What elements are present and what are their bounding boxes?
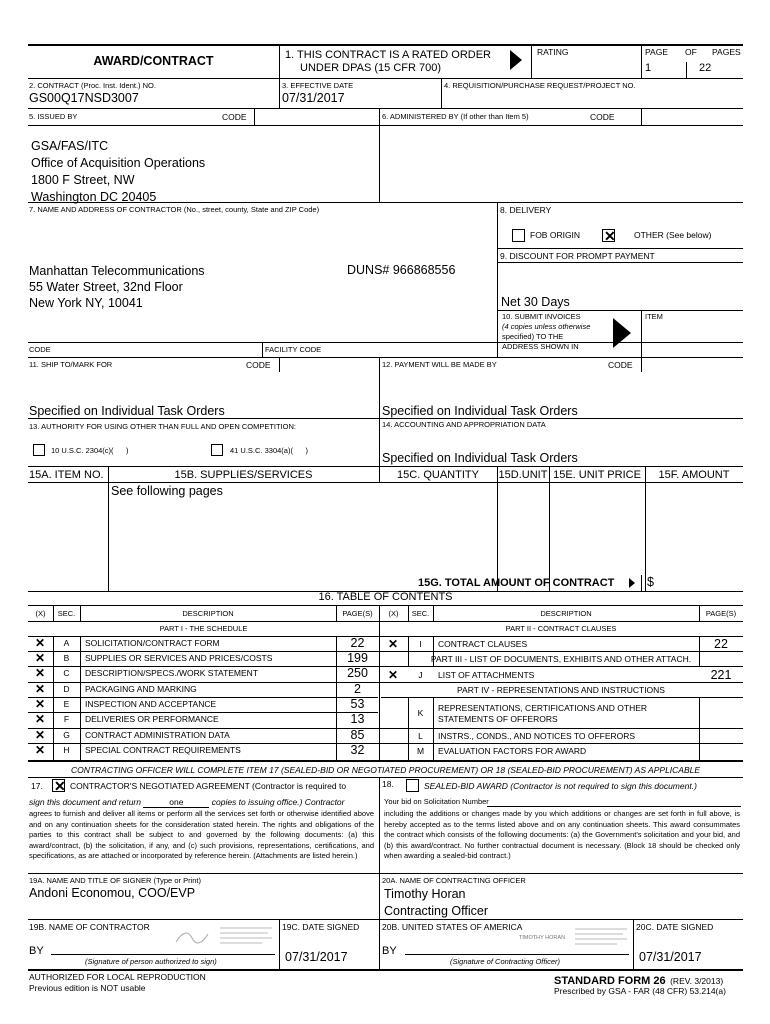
contractor-address: Manhattan Telecommunications 55 Water Street, 32nd Floor New York NY, 10041 [29,264,205,310]
check-x-icon: ✕ [604,228,616,244]
officer-banner: CONTRACTING OFFICER WILL COMPLETE ITEM 17 (SEALED-BID OR NEGOTIATED PROCUREMENT) OR 18 (SEALED-BID PROCUREMENT) AS APPLICABLE [70,765,701,775]
col-item-no: 15A. ITEM NO. [29,469,104,481]
col-supplies: 15B. SUPPLIES/SERVICES [174,469,313,481]
effective-date-value: 07/31/2017 [282,91,345,105]
fob-origin-label: FOB ORIGIN [530,230,581,240]
check-x-icon: ✕ [35,743,46,757]
check-x-icon: ✕ [388,637,399,651]
toc-part2: PART II - CONTRACT CLAUSES [505,624,617,633]
issued-code-label: CODE [222,112,247,122]
copies-value: one [143,797,209,808]
fob-origin-checkbox[interactable] [512,229,525,242]
value-19a: Andoni Economou, COO/EVP [29,886,196,900]
payment-value: Specified on Individual Task Orders [382,404,578,418]
toc-row: ✕ E INSPECTION AND ACCEPTANCE 53 [35,697,365,711]
requisition-label: 4. REQUISITION/PURCHASE REQUEST/PROJECT NO. [444,81,636,90]
page-label: PAGE [645,47,668,57]
item17-line2: sign this document and return one copies to issuing office.) Contractor [29,797,345,807]
administered-by-label: 6. ADMINISTERED BY (If other than Item 5) [382,112,529,121]
date-20c: 07/31/2017 [639,950,702,964]
toc-row: ✕ F DELIVERIES OR PERFORMANCE 13 [35,712,365,726]
toc-title: 16. TABLE OF CONTENTS [318,591,453,603]
toc-row: ✕ D PACKAGING AND MARKING 2 [35,682,361,696]
toc-h-sec-right: SEC. [411,609,430,618]
toc-sec-k: K [417,708,424,718]
facility-code-label: FACILITY CODE [265,345,322,354]
toc-h-pages-right: PAGE(S) [705,609,737,618]
col-amount: 15F. AMOUNT [658,469,730,481]
arrow-right-icon [613,318,631,348]
ship-code-label: CODE [246,360,271,370]
contractor-code-label: CODE [29,345,51,354]
administered-code-label: CODE [590,112,615,122]
toc-row: ✕ G CONTRACT ADMINISTRATION DATA 85 [35,728,365,742]
item1-line2: UNDER DPAS (15 CFR 700) [300,62,441,74]
check-x-icon: ✕ [35,666,46,680]
rating-label: RATING [537,47,569,57]
ship-to-label: 11. SHIP TO/MARK FOR [29,360,113,369]
payment-code-label: CODE [608,360,633,370]
toc-desc-l: INSTRS., CONDS., AND NOTICES TO OFFERORS [438,731,636,741]
contractor-signature-image [172,924,276,948]
toc-sec-l: L [418,731,423,741]
check-x-icon: ✕ [35,697,46,711]
contract-no-value: GS00Q17NSD3007 [29,91,139,105]
item17-num: 17. [31,781,43,791]
toc-desc-k: REPRESENTATIONS, CERTIFICATIONS AND OTHER STATEMENTS OF OFFERORS [438,703,648,724]
label-20b: 20B. UNITED STATES OF AMERICA [382,922,523,932]
toc-h-pages: PAGE(S) [342,609,373,618]
item17-title: CONTRACTOR'S NEGOTIATED AGREEMENT (Contractor is required to [70,781,347,791]
toc-row: ✕ C DESCRIPTION/SPECS./WORK STATEMENT 250 [35,666,368,680]
toc-part1: PART I - THE SCHEDULE [159,624,248,633]
arrow-right-icon [629,578,635,588]
toc-part4: PART IV - REPRESENTATIONS AND INSTRUCTIONS [457,685,665,695]
item1-line1: 1. THIS CONTRACT IS A RATED ORDER [285,49,491,61]
contractor-label: 7. NAME AND ADDRESS OF CONTRACTOR (No., street, county, State and ZIP Code) [29,205,320,214]
toc-sec-j: J [418,670,423,680]
accounting-value: Specified on Individual Task Orders [382,451,578,465]
toc-h-desc-right: DESCRIPTION [540,609,592,618]
other-label: OTHER (See below) [634,230,712,240]
of-label: OF [685,47,697,57]
solicitation-number-line [487,806,741,807]
item18-title: SEALED-BID AWARD (Contractor is not required to sign this document.) [424,781,697,791]
by-label-20: BY [382,945,397,957]
total-amount-value: $ [647,575,654,589]
effective-date-label: 3. EFFECTIVE DATE [282,81,354,90]
toc-h-desc: DESCRIPTION [182,609,234,618]
item18-body: including the additions or changes made by you which additions or changes are set forth in full above, is hereby accepted as to the terms listed above and on any continuation sheets. This award consummates the contract which consists of the following documents: (a) the Government's solicitation and your bid, and (b) this award/contract. No further contractual document is necessary. (Block 18 should be checked only when awarding a sealed-bid contract.) [384,809,740,860]
authority-2304-label: 10 U.S.C. 2304(c)( ) [51,446,129,455]
label-19a: 19A. NAME AND TITLE OF SIGNER (Type or Print) [29,876,201,885]
authority-2304-checkbox[interactable] [33,444,45,456]
footer-left-2: Previous edition is NOT usable [29,983,146,993]
prescribed-by: Prescribed by GSA - FAR (48 CFR) 53.214(a) [554,986,726,996]
item17-body: agrees to furnish and deliver all items or perform all the services set forth or otherwise identified above and on any continuation sheets for the consideration stated herein. The rights and obligations of the parties to this contract shall be subject to and governed by the following documents: (a) this award/contract, (b) the solicitation, if any, and (c) such provisions, representations, certifications, and specifications, as are attached or incorporated by reference herein. (Attachments are listed herein.) [29,809,374,860]
toc-pages-i: 22 [714,637,728,651]
authority-3304-label: 41 U.S.C. 3304(a)( ) [230,446,308,455]
other-checkbox[interactable] [602,229,615,242]
label-19b: 19B. NAME OF CONTRACTOR [29,922,150,932]
check-x-icon: ✕ [35,636,46,650]
label-20a: 20A. NAME OF CONTRACTING OFFICER [382,876,526,885]
sig-caption-20: (Signature of Contracting Officer) [450,957,561,966]
toc-h-x: (X) [35,609,46,618]
total-amount-label: 15G. TOTAL AMOUNT OF CONTRACT [418,577,615,589]
accounting-label: 14. ACCOUNTING AND APPROPRIATION DATA [382,420,546,429]
submit-invoices: 10. SUBMIT INVOICES (4 copies unless otherwise specified) TO THE ADDRESS SHOWN IN [502,312,591,351]
pages-value: 22 [699,62,712,74]
col-unit: 15D.UNIT [498,469,548,481]
pages-label: PAGES [712,47,741,57]
delivery-label: 8. DELIVERY [500,205,552,215]
duns-number: DUNS# 966868556 [347,263,456,277]
form-title: AWARD/CONTRACT [93,54,214,68]
value-20a: Timothy Horan Contracting Officer [384,887,488,918]
issuer-address: GSA/FAS/ITC Office of Acquisition Operations 1800 F Street, NW Washington DC 20405 [31,139,206,204]
item-label: ITEM [645,312,663,321]
toc-part3: PART III - LIST OF DOCUMENTS, EXHIBITS AND OTHER ATTACH. [430,654,692,664]
item18-num: 18. [382,779,394,789]
toc-h-sec: SEC. [57,609,76,618]
sig-caption-19: (Signature of person authorized to sign) [85,957,217,966]
discount-value: Net 30 Days [501,295,570,309]
col-unit-price: 15E. UNIT PRICE [553,469,641,481]
date-19c: 07/31/2017 [285,950,348,964]
authority-label: 13. AUTHORITY FOR USING OTHER THAN FULL AND OPEN COMPETITION: [29,422,296,431]
toc-desc-m: EVALUATION FACTORS FOR AWARD [438,746,587,756]
check-x-icon: ✕ [35,682,46,696]
form-number: STANDARD FORM 26 (REV. 3/2013) [554,975,724,987]
toc-row: ✕ A SOLICITATION/CONTRACT FORM 22 [35,636,365,650]
issued-by-label: 5. ISSUED BY [29,112,78,121]
payment-label: 12. PAYMENT WILL BE MADE BY [382,360,497,369]
check-x-icon: ✕ [35,651,46,665]
label-20c: 20C. DATE SIGNED [636,922,714,932]
check-x-icon: ✕ [35,712,46,726]
contract-no-label: 2. CONTRACT (Proc. Inst. Ident.) NO. [29,81,156,90]
toc-desc-j: LIST OF ATTACHMENTS [438,670,535,680]
by-label-19: BY [29,945,44,957]
toc-sec-m: M [416,746,425,756]
toc-desc-i: CONTRACT CLAUSES [438,639,528,649]
toc-pages-j: 221 [710,668,732,682]
check-x-icon: ✕ [388,668,399,682]
signature-line-20[interactable] [405,954,629,955]
arrow-right-icon [510,50,522,70]
discount-label: 9. DISCOUNT FOR PROMPT PAYMENT [500,251,655,261]
item18-checkbox[interactable] [406,779,419,792]
footer-left-1: AUTHORIZED FOR LOCAL REPRODUCTION [29,972,206,982]
toc-row: ✕ H SPECIAL CONTRACT REQUIREMENTS 32 [35,743,365,757]
check-x-icon: ✕ [35,728,46,742]
page-value: 1 [645,62,652,74]
col-quantity: 15C. QUANTITY [397,469,479,481]
label-19c: 19C. DATE SIGNED [282,922,360,932]
check-x-icon: ✕ [54,778,66,794]
signature-line-19[interactable] [51,954,275,955]
officer-signature-name: TIMOTHY HORAN [519,935,566,941]
officer-signature-image [519,926,631,948]
authority-3304-checkbox[interactable] [211,444,223,456]
toc-sec-i: I [419,639,422,649]
ship-to-value: Specified on Individual Task Orders [29,404,225,418]
item18-line2: Your bid on Solicitation Number [384,797,489,806]
toc-row: ✕ B SUPPLIES OR SERVICES AND PRICES/COSTS 199 [35,651,368,665]
toc-h-x-right: (X) [388,609,399,618]
item17-checkbox[interactable] [52,779,65,792]
items-body-text: See following pages [111,484,223,498]
